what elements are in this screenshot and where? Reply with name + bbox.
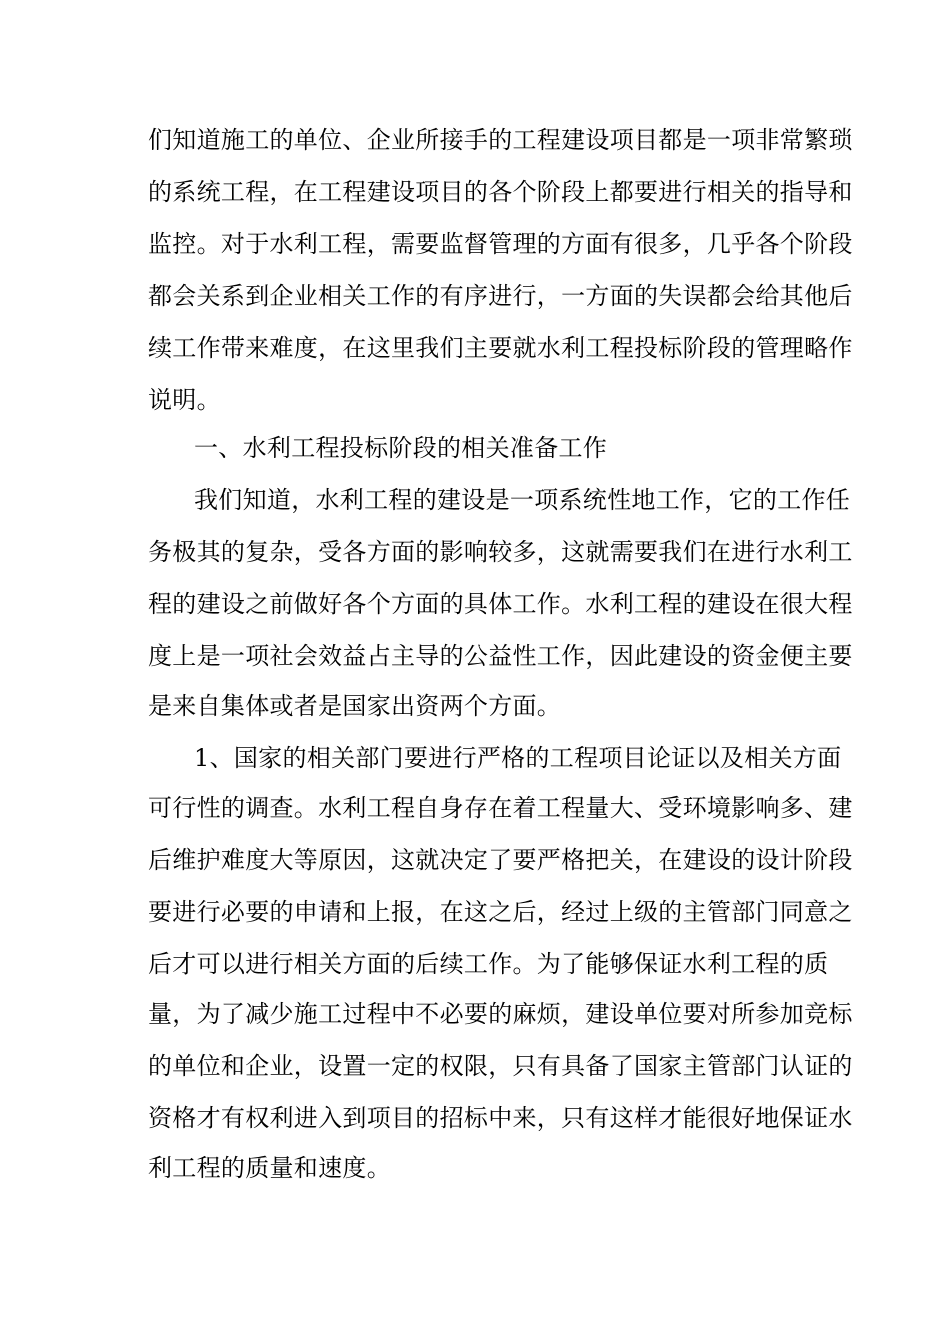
text-line: 可行性的调查。水利工程自身存在着工程量大、受环境影响多、建 xyxy=(148,794,853,822)
text-line: 的单位和企业，设置一定的权限，只有具备了国家主管部门认证的 xyxy=(148,1052,853,1080)
text-line: 续工作带来难度，在这里我们主要就水利工程投标阶段的管理略作 xyxy=(148,334,853,362)
text-line: 后维护难度大等原因，这就决定了要严格把关，在建设的设计阶段 xyxy=(148,846,853,874)
text-line: 都会关系到企业相关工作的有序进行，一方面的失误都会给其他后 xyxy=(148,282,853,310)
text-line: 量，为了减少施工过程中不必要的麻烦，建设单位要对所参加竞标 xyxy=(148,1000,853,1028)
text-line: 要进行必要的申请和上报，在这之后，经过上级的主管部门同意之 xyxy=(148,898,853,926)
text-line: 是来自集体或者是国家出资两个方面。 xyxy=(148,692,562,720)
text-line: 度上是一项社会效益占主导的公益性工作，因此建设的资金便主要 xyxy=(148,642,853,670)
text-line: 们知道施工的单位、企业所接手的工程建设项目都是一项非常繁琐 xyxy=(148,126,853,154)
text-line: 后才可以进行相关方面的后续工作。为了能够保证水利工程的质 xyxy=(148,950,829,978)
text-line: 务极其的复杂，受各方面的影响较多，这就需要我们在进行水利工 xyxy=(148,538,853,566)
text-line: 说明。 xyxy=(148,386,221,414)
text-line: 我们知道，水利工程的建设是一项系统性地工作，它的工作任 xyxy=(194,486,851,514)
text-line: 资格才有权利进入到项目的招标中来，只有这样才能很好地保证水 xyxy=(148,1104,853,1132)
text-line: 监控。对于水利工程，需要监督管理的方面有很多，几乎各个阶段 xyxy=(148,230,853,258)
text-line: 1、国家的相关部门要进行严格的工程项目论证以及相关方面 xyxy=(194,744,842,772)
text-line: 利工程的质量和速度。 xyxy=(148,1154,391,1182)
text-line: 程的建设之前做好各个方面的具体工作。水利工程的建设在很大程 xyxy=(148,590,853,618)
text-line: 的系统工程，在工程建设项目的各个阶段上都要进行相关的指导和 xyxy=(148,178,853,206)
section-heading-text: 一、水利工程投标阶段的相关准备工作 xyxy=(194,434,608,462)
